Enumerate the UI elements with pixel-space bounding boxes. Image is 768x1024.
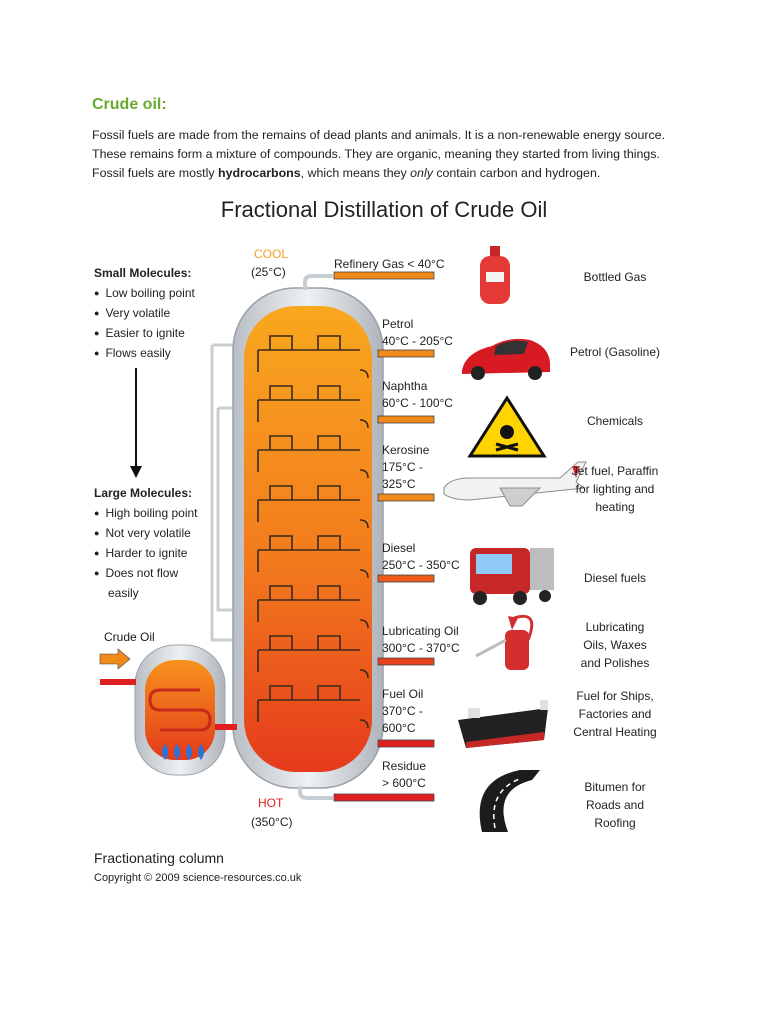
product-bottled-gas: Bottled Gas <box>583 270 647 284</box>
fraction-lubricating-oil <box>382 623 460 657</box>
product-diesel-fuels: Diesel fuels <box>583 571 647 585</box>
large-molecules-block <box>94 486 198 604</box>
large-molecules-item: ● Not very volatile <box>94 524 198 544</box>
product-fuel-for-ships: Fuel for Ships, Factories and Central Heating <box>573 689 657 739</box>
intro-line-3-pre: Fossil fuels are mostly <box>92 166 219 180</box>
fraction-temp: 175°C - 325°C <box>382 460 423 491</box>
fraction-name: Fuel Oil <box>382 687 424 701</box>
fraction-name: Naphtha <box>382 379 428 393</box>
crude-input-pipe <box>100 679 136 685</box>
fraction-name: Residue <box>382 759 427 773</box>
large-molecules-item: ● Harder to ignite <box>94 544 198 564</box>
fraction-petrol <box>382 316 453 350</box>
road-icon <box>480 770 540 832</box>
fraction-temp: 370°C - 600°C <box>382 704 423 735</box>
small-molecules-item: ● Easier to ignite <box>94 324 195 344</box>
product-petrol: Petrol (Gasoline) <box>569 345 661 359</box>
fraction-name: Kerosine <box>382 443 430 457</box>
down-arrow-icon <box>130 368 142 478</box>
figure-caption: Fractionating column <box>94 850 224 866</box>
fraction-name: Lubricating Oil <box>382 624 459 638</box>
fraction-refinery-gas: Refinery Gas < 40°C <box>334 257 445 271</box>
small-molecules-item: ● Flows easily <box>94 344 195 364</box>
crude-oil-label: Crude Oil <box>104 630 155 644</box>
fraction-diesel <box>382 540 460 574</box>
section-heading: Crude oil: <box>92 96 167 113</box>
fraction-name: Petrol <box>382 317 414 331</box>
intro-line-3-post: contain carbon and hydrogen. <box>432 166 601 180</box>
small-molecules-item: ● Low boiling point <box>94 284 195 304</box>
intro-hydrocarbons: hydrocarbons <box>218 166 301 180</box>
hot-temp: (350°C) <box>251 815 293 829</box>
furnace <box>135 645 237 775</box>
product-chemicals: Chemicals <box>586 414 643 428</box>
small-molecules-block <box>94 266 195 364</box>
fractionating-column <box>233 288 383 788</box>
oil-can-icon <box>476 616 532 670</box>
gas-cylinder-icon <box>480 246 510 304</box>
fraction-temp: 60°C - 100°C <box>382 396 453 410</box>
ship-icon <box>458 700 548 748</box>
crude-input-arrow-icon <box>100 649 130 669</box>
product-bitumen: Bitumen for Roads and Roofing <box>584 780 646 830</box>
small-molecules-item: ● Very volatile <box>94 304 195 324</box>
intro-line-1: Fossil fuels are made from the remains of dead plants and animals. It is a non-renewable energy source. <box>92 128 666 142</box>
product-jet-fuel: Jet fuel, Paraffin for lighting and heating <box>571 464 659 514</box>
small-molecules-heading: Small Molecules: <box>94 266 192 280</box>
fraction-temp: 300°C - 370°C <box>382 641 460 655</box>
intro-line-2: These remains form a mixture of compounds. They are organic, meaning they started from living things. <box>92 147 660 161</box>
fraction-naphtha <box>382 378 453 412</box>
truck-icon <box>470 548 554 605</box>
cool-label: COOL <box>254 247 289 261</box>
fraction-kerosine <box>382 442 434 493</box>
fraction-temp: 250°C - 350°C <box>382 558 460 572</box>
hazard-icon <box>470 398 544 456</box>
fraction-temp: > 600°C <box>382 776 426 790</box>
intro-line-3-mid: , which means they <box>300 166 411 180</box>
copyright-notice: Copyright © 2009 science-resources.co.uk <box>94 872 302 884</box>
large-molecules-item: easily <box>108 586 139 600</box>
figure-title: Fractional Distillation of Crude Oil <box>220 197 548 222</box>
car-icon <box>462 339 550 380</box>
large-molecules-item: ● High boiling point <box>94 504 198 524</box>
fraction-name: Diesel <box>382 541 416 555</box>
large-molecules-heading: Large Molecules: <box>94 486 193 500</box>
fraction-temp: 40°C - 205°C <box>382 334 453 348</box>
product-lubricating-oils: Lubricating Oils, Waxes and Polishes <box>580 620 650 670</box>
hot-label: HOT <box>258 796 284 810</box>
cool-temp: (25°C) <box>251 265 286 279</box>
intro-only: only <box>410 166 433 180</box>
fraction-fuel-oil <box>382 686 430 737</box>
large-molecules-item: ● Does not flow <box>94 564 198 584</box>
fraction-residue <box>382 758 426 792</box>
